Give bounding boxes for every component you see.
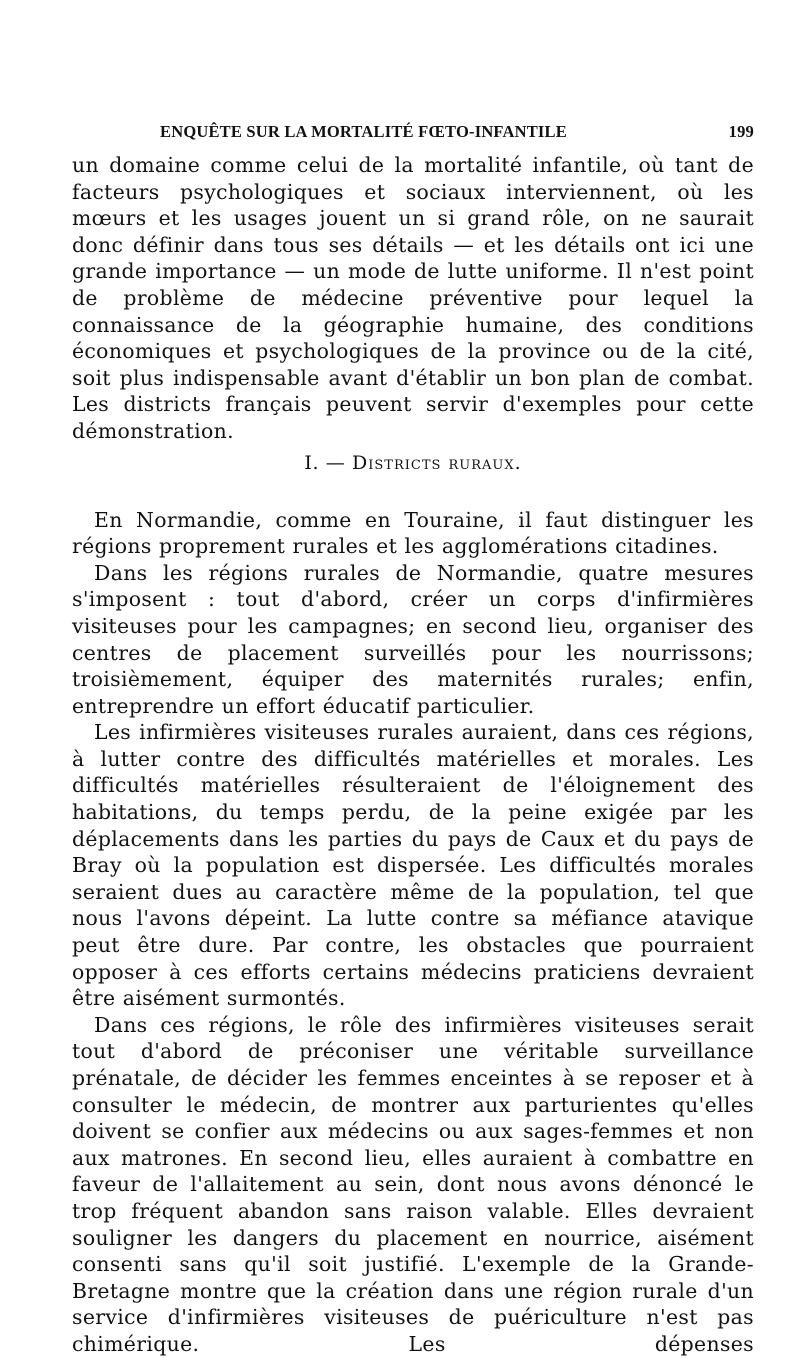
section-heading	[72, 449, 754, 477]
paragraph: Dans les régions rurales de Normandie, quatre mesures s'imposent : tout d'abord, créer un corps d'infirmières visiteuses pour les campagnes; en second lieu, organiser des centres de placement surveillés pour les nourrissons; troisièmement, équiper des maternités rurales; enfin, entreprendre un effort éducatif particulier.	[72, 560, 754, 718]
paragraph: En Normandie, comme en Touraine, il faut distinguer les régions proprement rurales et les agglomérations citadines.	[72, 507, 754, 559]
paragraph: Les infirmières visiteuses rurales auraient, dans ces régions, à lutter contre des difficultés matérielles et morales. Les difficultés matérielles résulteraient de l'éloignement des habitations, du temps perdu, de la peine exigée par les déplacements dans les parties du pays de Caux et du pays de Bray où la population est dispersée. Les difficultés morales seraient dues au caractère même de la population, tel que nous l'avons dépeint. La lutte contre sa méfiance atavique peut être dure. Par contre, les obstacles que pourraient opposer à ces efforts certains médecins praticiens devraient être aisément surmontés.	[72, 720, 754, 1011]
section-heading-number: I. —	[304, 451, 346, 474]
running-header	[72, 118, 754, 152]
paragraph: Dans ces régions, le rôle des infirmières visiteuses serait tout d'abord de préconiser une véritable surveillance prénatale, de décider les femmes enceintes à se reposer et à consulter le médecin, de montrer aux parturientes qu'elles doivent se confier aux médecins ou aux sages-femmes et non aux matrones. En second lieu, elles auraient à combattre en faveur de l'allaitement au sein, dont nous avons dénoncé le trop fréquent abandon sans raison valable. Elles devraient souligner les dangers du placement en nourrice, aisément consenti sans qu'il soit justifié. L'exemple de la Grande-Bretagne montre que la création dans une région rurale d'un service d'infirmières visiteuses de puériculture n'est pas chimérique. Les dépenses	[72, 1012, 754, 1356]
book-page	[72, 118, 754, 1358]
section-heading-text: Districts ruraux.	[352, 451, 522, 474]
page-number: 199	[728, 122, 754, 141]
running-title: ENQUÊTE SUR LA MORTALITÉ FŒTO-INFANTILE	[160, 122, 567, 141]
body-text	[72, 152, 754, 1358]
paragraph-continuation: un domaine comme celui de la mortalité infantile, où tant de facteurs psychologiques et sociaux interviennent, où les mœurs et les usages jouent un si grand rôle, on ne saurait donc définir dans tous ses détails — et les détails ont ici une grande importance — un mode de lutte uniforme. Il n'est point de problème de médecine préventive pour lequel la connaissance de la géographie humaine, des conditions économiques et psychologiques de la province ou de la cité, soit plus indispensable avant d'établir un bon plan de combat. Les districts français peuvent servir d'exemples pour cette démonstration.	[72, 153, 754, 443]
